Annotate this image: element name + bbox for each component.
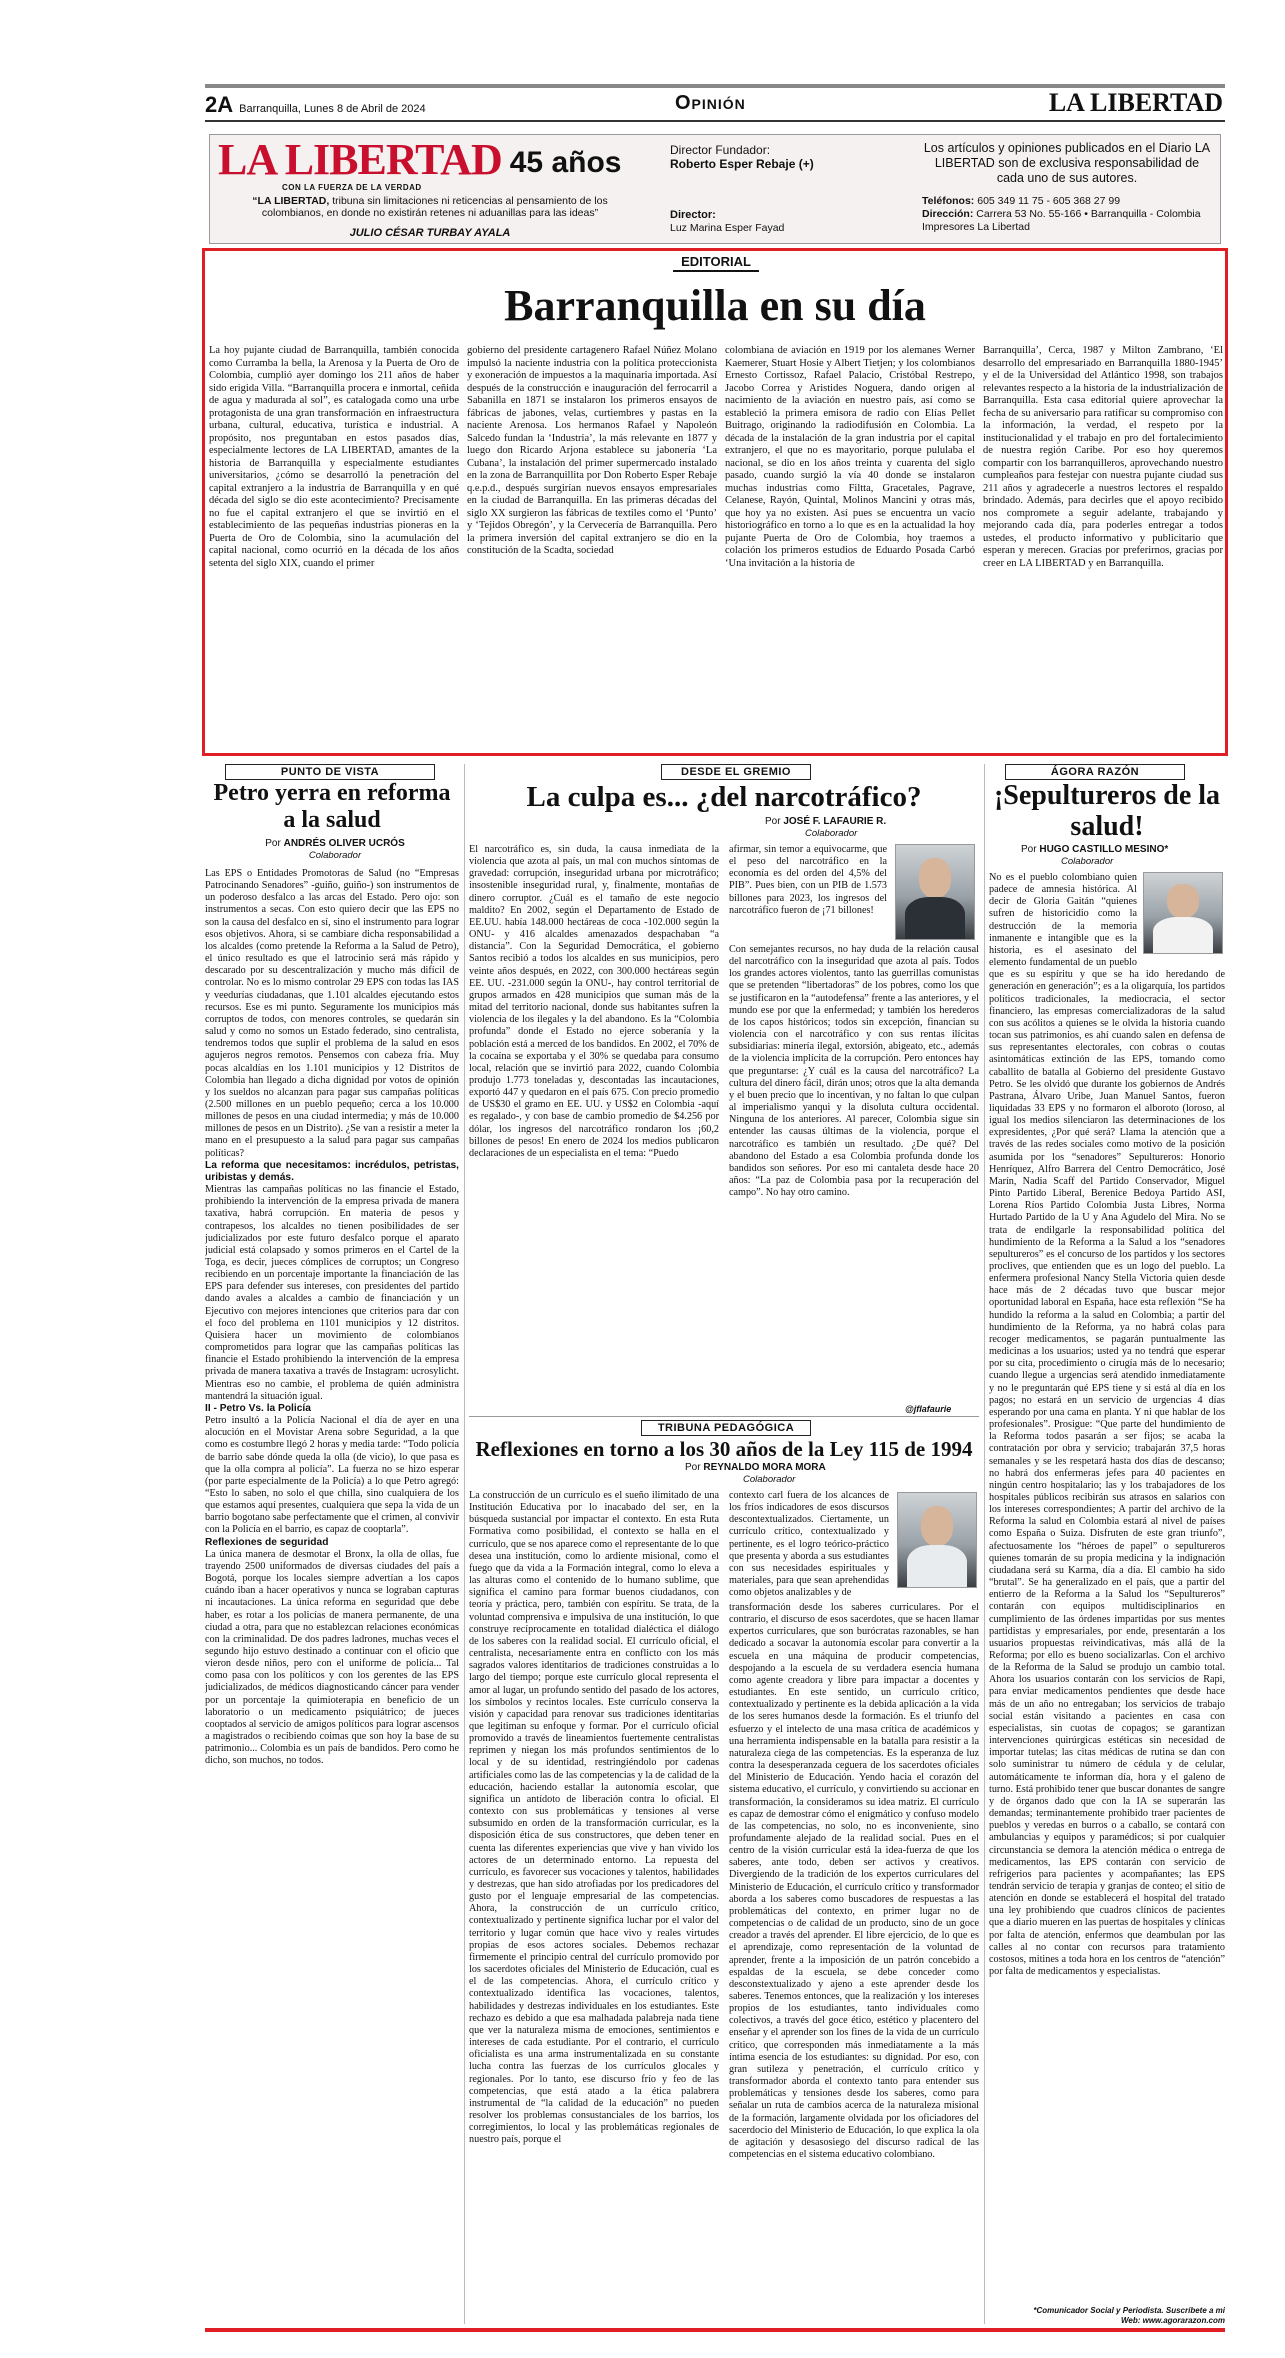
bottom-col-2-top: contexto carl fuera de los alcances de los fríos indicadores de esos discursos descontextualizados. Ciertamente, un currículo crítico, contextualizado y pertinente, es el logro teórico-práctico que presenta y aborda a sus estudiantes con sus necesidades espirituales y materiales, para que sean aprehendidas como objetos analizables y de — [729, 1490, 889, 1599]
editorial-col-2: gobierno del presidente cartagenero Rafael Núñez Molano impulsó la naciente industria con la política proteccionista y exoneración de impuestos a la maquinaria importada. Así después de la construcción e inauguración del ferrocarril a Sabanilla en 1871 se instalaron los primeros ensayos de fábricas de jabones, velas, curtiembres y pastas en la naciente Arenosa. Los hermanos Rafael y Napoleón Salcedo fundan la ‘Industria’, la más relevante en 1877 y luego don Ricardo Arjona establece su jabonería ‘La Cubana’, la instalación del primer supermercado instalado en la zona de Barranquillita por Don Roberto Esper Rebaje q.e.p.d., después surgirían nuevos ensayos empresariales en la ciudad de Barranquilla. En las primeras décadas del siglo XX surgieron las fábricas de textiles como el ‘Punto’ y ‘Tejidos Obregón’, y la Cervecería de Barranquilla. Pero la primera inversión del capital extranjero se dio en la constitución de la Scadta, sociedad — [467, 345, 717, 556]
column-rule-2 — [984, 764, 985, 2324]
masthead-tagline: CON LA FUERZA DE LA VERDAD — [282, 183, 422, 192]
masthead-logo: LA LIBERTAD — [218, 135, 502, 184]
right-kicker: ÁGORA RAZÓN — [1005, 764, 1185, 780]
lafaurie-photo — [895, 844, 975, 940]
founder-label: Director Fundador: — [670, 143, 771, 157]
right-title: ¡Sepultureros de la salud! — [993, 780, 1221, 842]
section-name: Opinión — [675, 92, 746, 114]
bottom-kicker: TRIBUNA PEDAGÓGICA — [641, 1420, 811, 1436]
center-col-2a: afirmar, sin temor a equivocarme, que el peso del narcotráfico en la economía es del orden del 4,5% del PIB”. Pues bien, con un PIB de 1.573 billones para 2023, los ingresos del narcotráfico fueron de ¡71 billones! — [729, 844, 887, 916]
founder-name: Roberto Esper Rebaje (+) — [670, 157, 814, 171]
column-rule-1 — [464, 764, 465, 2324]
bottom-rule — [205, 2328, 1225, 2332]
newspaper-page — [205, 80, 1225, 2335]
masthead — [209, 134, 1221, 244]
disclaimer: Los artículos y opiniones publicados en el Diario LA LIBERTAD son de exclusiva responsabilidad de cada uno de sus autores. — [923, 141, 1211, 185]
anniversary-years: 45 años — [509, 146, 622, 179]
phones: Teléfonos: 605 349 11 75 - 605 368 27 99 — [922, 195, 1121, 207]
editorial-col-1: La hoy pujante ciudad de Barranquilla, también conocida como Curramba la bella, la Arenosa y la Puerta de Oro de Colombia, cumplió ayer domingo los 211 años de haber sido erigida Villa. “Barranquilla procera e inmortal, ceñida de agua y madurada al sol”, es catalogada como una urbe protagonista de una gran transformación en infraestructura urbana, cultural, educativa, turística e industrial. A propósito, nos preguntaban en estos pasados días, especialmente lectores de LA LIBERTAD, amantes de la historia de Barranquilla y especialmente estudiantes universitarios, ¿cómo se desarrolló la penetración del capital extranjero a la industria de Barranquilla y en qué década del siglo se dio este acontecimiento? Precisamente no fue el capital extranjero el que se invirtió en el establecimiento de las pequeñas industrias pioneras en la Puerta de Oro de Colombia, sino la acumulación del capital nacional, como ocurrió en la década de los años setenta del siglo XIX, cuando el primer — [209, 345, 459, 569]
bottom-col-1: La construcción de un currículo es el sueño ilimitado de una Institución Educativa por lo inacabado del ser, en la búsqueda sustancial por impactar el contexto. En esta Ruta Formativa como posibilidad, el contexto se halla en el currículo, que se nos aparece como el representante de lo que desea una institución, como lo ardiente misional, como el fuego que da vida a la Formación integral, como lo eleva a las alturas como el contenido de lo humano sublime, que significa el camino para formar buenos ciudadanos, con teoría y práctica, pero, también con espíritu. Se trata, de la voluntad comprensiva e impulsiva de una institución, lo que construye recíprocamente en totalidad dialéctica el diálogo de los saberes con la realidad social. El currículo oficial, el centralista, necesariamente entra en conflicto con los más sagrados valores identitarios de tradiciones construidas a lo largo del tiempo; porque este currículo glocal representa el amor al lugar, un profundo sentido del pasado de los actores, los símbolos y recintos locales. Este currículo conserva la visión y capacidad para renovar sus tradiciones identitarias que legitiman su enfoque y formar. Por el currículo oficial promovido a través de lineamientos fuertemente centralistas reprimen y niegan los más profundos sentimientos de lo local y de su identidad, restringiéndolo por cadenas artificiales como las de las competencias y la de calidad de la educación, haciendo estallar la autonomía escolar, que significa un antídoto de liberación contra lo oficial. El contexto con sus problemáticas y tensiones al verse subsumido en orden de la transformación curricular, es la disposición ética de sus constructores, que deben tener en cuenta las diferentes experiencias que vive y han vivido los actores de un determinado entorno. La repuesta del currículo, es favorecer sus vocaciones y talentos, habilidades y destrezas, que han sido atrofiadas por los predicadores del gusto por el lenguaje empresarial de las competencias. Ahora, la construcción de un currículo crítico, contextualizado y pertinente significa luchar por el valor del territorio y lugar común que hace vivo y reales virtudes propias de esos actores sociales. Debemos rechazar firmemente el principio central del currículo promovido por los sacerdotes oficiales del Ministerio de Educación, cual es el de las competencias. Ahora, el currículo crítico y contextualizado identifica las vocaciones, talentos, habilidades y destrezas individuales en los estudiantes. Este rechazo es debido a que esa malhadada palabreja nada tiene que ver la naturaleza misma de emociones, sentimientos e intereses de cada estudiante. Por el contrario, el currículo oficialista es una arma instrumentalizada en su constante lucha contra las fuerzas de los currículos glocales y regionales. Por lo tanto, ese discurso frío y feo de las competencias, que está atado a la ética palabrera instrumental de “la calidad de la educación” no pueden resolver los problemas consustanciales de los barrios, los corregimientos, lo local y las problemáticas regionales de nuestro país, porque el — [469, 1490, 719, 2146]
quote-author: JULIO CÉSAR TURBAY AYALA — [349, 227, 511, 239]
section-rule-center — [469, 1416, 979, 1417]
printer: Impresores La Libertad — [922, 221, 1030, 233]
editorial-kicker: EDITORIAL — [673, 254, 759, 272]
bottom-byline: Por REYNALDO MORA MORA Colaborador — [685, 1462, 826, 1485]
center-col-1: El narcotráfico es, sin duda, la causa inmediata de la violencia que azota al país, un mal con muchos síntomas de gravedad: corrupción, inseguridad urbana por microtráfico; insostenible inseguridad rural, y, finalmente, montañas de dinero corruptor. ¿Cuál es el tamaño de este negocio maldito? En 2002, según el Departamento de Estado de EE.UU. había 148.000 hectáreas de coca -102.000 según la ONU- y 416 alcaldes amenazados despachaban “a distancia”. Con la Seguridad Democrática, el gobierno Santos recibió a todos los alcaldes en sus municipios, pero veinte años después, en 2022, con 300.000 hectáreas según EE. UU. -231.000 según la ONU-, hay control territorial de grupos armados en 428 municipios que suman más de la mitad del territorio nacional, donde sus habitantes sufren la violencia de los ilegales y la del abandono. Es la “Colombia profunda” donde el Estado no ejerce soberanía y la población está a merced de los bandidos. En 2002, el 70% de la cocaína se exportaba y el 30% se quedaba para consumo local, relación que se invirtió para 2022, cuando Colombia produjo 1.773 toneladas y, descontadas las incautaciones, exportó 447 y quedaron en el país 675. Con precio promedio de US$30 el gramo en EE. UU. y US$2 en Colombia -aquí es regalado-, y con base de cambio promedio de $4.256 por dólar, los ingresos del narcotráfico rondaron los ¡60,2 billones de pesos! En enero de 2024 los medios publicaron declaraciones de un especialista en el tema: “Puedo — [469, 844, 719, 1159]
page-header — [205, 80, 1225, 117]
page-number: 2A — [205, 92, 234, 117]
center-handle: @jflafaurie — [905, 1404, 952, 1414]
paper-name: LA LIBERTAD — [1048, 88, 1223, 117]
right-footnote: *Comunicador Social y Periodista. Suscríbete a mi Web: www.agorarazon.com — [1033, 2306, 1225, 2325]
editorial-col-3: colombiana de aviación en 1919 por los alemanes Werner Kaemerer, Stuart Hosie y Albert Tietjen; y los colombianos Ernesto Cortissoz, Rafael Palacio, Cristóbal Restrepo, Jacobo Correa y Aristides Noguera, dando origen al nacimiento de la aviación en nuestro país, así como se estableció la primera emisora de radio con Elías Pellet Buitrago, originando la radiodifusión en Colombia. La década de la instalación de la gran industria por el capital extranjero, el que no es mayoritario, porque pululaba el nacional, se dio en los años treinta y cuarenta del siglo pasado, cuando surgió la vía 40 donde se instalaron muchas industrias como Filtta, Gracetales, Pagrave, Celanese, Rayón, Quintal, Molinos Mancini y otras más, que hoy ya no existen. Así pues se encuentra un vacío historiográfico en torno a lo que es en la actualidad la hoy pujante Puerta de Oro de Colombia, hoy traemos a colación los primeros estudios de Eduardo Posada Carbó ‘Una invitación a la historia de — [725, 345, 975, 569]
left-title: Petro yerra en reforma a la salud — [213, 780, 451, 833]
founding-quote: “LA LIBERTAD, tribuna sin limitaciones ni reticencias al pensamiento de los colombianos, en donde no existirán retenes ni aduanillas para las ideas” — [252, 195, 608, 219]
center-title: La culpa es... ¿del narcotráfico? — [526, 781, 922, 813]
center-byline: Por JOSÉ F. LAFAURIE R. Colaborador — [765, 816, 887, 839]
editorial-title: Barranquilla en su día — [504, 281, 926, 330]
editorial-box — [202, 248, 1228, 756]
left-body: Las EPS o Entidades Promotoras de Salud (no “Empresas Patrocinando Senadores” -guiño, guiño-) son instrumentos de un poderoso desfalco a las arcas del Estado. Pero ojo: son instrumentos a secas. Con esto quiero decir que las EPS no son la causa del desfalco en sí, sino el instrumento para lograr esos objetivos. Ahora, si se cambiare dicha responsabilidad a los alcaldes (como pretende la Reforma a la Salud de Petro), el único resultado es que el latrocinio será más rápido y descarado por su descentralización y mucho más difícil de controlar. No es lo mismo controlar 29 EPS con todas las IAS y veedurías ciudadanas, que 1.101 alcaldes ejecutando estos recursos. Ese es mi punto. Seguramente los municipios más corruptos de todos, con menores controles, se quedarán sin salud y como no somos un Estado federado, sino centralista, tendremos todos que suplir el problema de la salud en esos agujeros negros remotos. Pensemos con cabeza fría. Muy pocas alcaldías en los 1.101 municipios y 12 Distritos de Colombia han llegado a dicha dignidad por votos de opinión y los sueldos no alcanzan para pagar sus campañas políticas (2.500 millones en un pueblo pequeño; cerca a los 10.000 millones de pesos en una ciudad intermedia; y más de 10.000 millones de pesos en un Distrito). ¿Se van a resistir a meter la mano en el presupuesto a la salud para pagar sus campañas políticas? La reforma que necesitamos: incrédulos, petristas, uribistas y demás. Mientras las campañas políticas no las financie el Estado, prohibiendo la intervención de la empresa privada de manera taxativa, habrá corrupción. En materia de pesos y contrapesos, los alcaldes no tienen posibilidades de ser judicializados por este futuro desfalco porque el aparato judicial está colapsado y somos primeros en el Cartel de la Toga, es decir, jueces cómplices de corruptos; un Congreso recibiendo en un porcentaje importante la financiación de las EPS para defender sus intereses, con presidentes del partido dando avales a alcaldes a cambio de financiación y un Ejecutivo con mejores intenciones que criterios para dar con el foco del problema en 1101 municipios y 12 distritos. Quisiera hacer un movimiento de colombianos comprometidos para lograr que las campañas políticas las financie el Estado prohibiendo la intervención de la empresa privada de manera taxativa a través de Instagram: ucrosylicht. Mientras eso no cambie, el problema de quién administra mantendrá la situación igual. II - Petro Vs. la Policía Petro insultó a la Policía Nacional el día de ayer en una alocución en el Movistar Arena sobre Seguridad, a la que como es costumbre llegó 2 horas y media tarde: “Todo policía de barrio sabe dónde queda la olla (de vicio), lo que pasa es que la olla compra al policía”. La fuerza no se hizo esperar (por parte especialmente de la Policía) a lo que Petro agregó: “Esto lo saben, no solo el que chilla, sino cualquiera de los que estamos aquí presentes, cualquiera que sepa la vida de un barrio bogotano sabe perfectamente que el crimen, al convivir con la Policía en el barrio, es capaz de cooptarla”. Reflexiones de seguridad La única manera de desmotar el Bronx, la olla de ollas, fue trayendo 2500 uniformados de diversas ciudades del país a Bogotá, porque los locales siempre advertían a los capos cuándo iban a hacer operativos y nunca se lograban capturas ni incautaciones. La única reforma en seguridad que debe haber, es rotar a los policías de manera permanente, de una ciudad a otra, para que no establezcan relaciones económicas con la criminalidad. De dos padres ladrones, muchas veces el segundo hijo estuvo destinado a continuar con el oficio que vieron desde niños, pero con el uniforme de policía... Tal como pasa con los políticos y con los gerentes de las EPS judicializados, de médicos diagnosticando cáncer para vender por un porcentaje la quimioterapia en beneficio de un laboratorio o un medicamento psiquiátrico; de jueces cooptados al servicio de amigos políticos para lograr ascensos a magistrados o recibiendo coimas que son hoy la base de su patrimonio... Colombia es un país de bandidos. Pero como he dicho, son muchos, no todos. — [205, 868, 459, 1767]
director-name: Luz Marina Esper Fayad — [670, 222, 785, 234]
right-byline: Por HUGO CASTILLO MESINO* Colaborador — [1021, 844, 1169, 867]
center-kicker: DESDE EL GREMIO — [661, 764, 811, 780]
address: Dirección: Carrera 53 No. 55-166 • Barranquilla - Colombia — [922, 208, 1201, 220]
director-label: Director: — [670, 209, 716, 221]
bottom-col-2: transformación desde los saberes curriculares. Por el contrario, el discurso de esos sacerdotes, que se hacen llamar expertos curriculares, que son burócratas razonables, se han dedicado a socavar la autonomía escolar para convertir a la escuela en una máquina de producir competencias, despojando a la escuela de su verdadera esencia humana como agente creadora y libre para impactar a docentes y estudiantes. En este sentido, un currículo crítico, contextualizado y pertinente es la debida aplicación a la vida de los seres humanos desde la formación. Es el triunfo del esfuerzo y el intelecto de una masa crítica de académicos y una herramienta indispensable en la batalla para resistir a la naturaleza ciega de las competencias. Es la esperanza de luz contra la desesperanzada ceguera de los sacerdotes oficiales del Ministerio de Educación. Yendo hacia el corazón del sistema educativo, el currículo, y convirtiendo su accionar en transformación, la consideramos su idea matriz. El currículo es capaz de demostrar cómo el enigmático y confuso modelo de las competencias, no solo, no es inconveniente, sino profundamente alejado de la realidad social. Pues en el centro de la visión curricular está la idea-fuerza de que los saberes, ante todo, deben ser activos y creativos. Divergiendo de la tradición de los expertos curriculares del Ministerio de Educación, el currículo crítico y transformador aborda a los saberes como buscadores de respuestas a las problemáticas del contexto, en primer lugar no de competencias o de calidad de un producto, sino de un goce creador a través del aprender. El libre ejercicio, de lo que es el aprendizaje, como representación de la voluntad de aprender, frente a la imposición de un patrón concebido a espaldas de la escuela, se debe conceder como desconstextualizado y ajeno a este aprender desde los saberes. Tenemos entonces, que la realización y los intereses propios de los estudiantes, tanto individuales como colectivos, a través del goce ético, estético y placentero del enseñar y el aprender son los fines de la vida de un currículo crítico, que corresponden más inmediatamente a la más íntima esencia de los estudiantes: su dignidad. Por eso, con gran sutileza y penetración, el currículo crítico y transformador aborda el contexto tanto para entender sus problemáticas y tensiones desde los saberes, como para señalar un ruta de cambios acerca de la naturaleza misional de la formación, largamente olvidada por los oficiadores del sacerdocio del Ministerio de Educación, lo que explica la ola de agitación y desasosiego del discurso radical de las competencias en el sistema educativo colombiano. — [729, 1602, 979, 2161]
place-date: Barranquilla, Lunes 8 de Abril de 2024 — [239, 103, 426, 115]
center-col-2b: Con semejantes recursos, no hay duda de la relación causal del narcotráfico con la inseguridad que azota al país. Todos los grandes actores violentos, tanto las guerrillas comunistas que se pretenden “libertadoras” de los pobres, como los que se justificaron en la “autodefensa” frente a las anteriores, y el mundo ese por que la enfermedad; y también los herederos de los capos históricos; todos sin excepción, financian su violencia con el narcotráfico y con sus rentas ilícitas subsidiarias: minería ilegal, extorsión, abigeato, etc., además de la violencia implícita de la corrupción. Pero entonces hay que preguntarse: ¿Y cuál es la causa del narcotráfico? La cultura del dinero fácil, dirán unos; otros que la alta demanda y el buen precio que lo incentivan, y no faltan lo que culpan al imperialismo yanqui y la disoluta cultura occidental. Ninguna de los anteriores. Al parecer, Colombia sigue sin entender las causas últimas de la violencia, porque el narcotráfico es también un resultado. ¿De qué? Del abandono del Estado a esa Colombia profunda donde los bandidos son señores. Por eso mi cantaleta desde hace 20 años: “La paz de Colombia pasa por la recuperación del campo”. No hay otro camino. — [729, 944, 979, 1199]
left-byline: Por ANDRÉS OLIVER UCRÓS Colaborador — [265, 838, 405, 861]
right-body: No es el pueblo colombiano quien padece de amnesia histórica. Al decir de Gloria Gaitán “quienes sufren de historicidio como la destrucción de la memoria inmanente e intangible que es la historia, es el asesinato del elemento fundamental de un pueblo que es su espíritu y que se ha ido heredando de generación en generación”; es a la oligarquía, los partidos políticos tradicionales, la mediocracia, el sector financiero, las empresas comercializadoras de la salud con sus acólitos a quienes se le olvida la historia cuando tocan sus patrimonios, es ahí cuando salen en defensa de sus representantes electorales, con cobras o coutas asintomáticas extinción de las EPS, tomando como caballito de batalla al Gobierno del presidente Gustavo Petro. Se les olvidó que durante los gobiernos de Andrés Pastrana, Álvaro Uribe, Juan Manuel Santos, fueron liquidadas 33 EPS y no formaron el alboroto (loroso, al igual los medios silenciaron las determinaciones de los expresidentes, ¿Por qué será? Llama la atención que a través de las redes sociales como motivo de la posición asumida por los “senadores” Sepultureros: Honorio Henríquez, Alfro Barrera del Centro Democrático, José Marín, Nadia Scaff del Partido Conservador, Miguel Pinto Partido Liberal, Berenice Bedoya Partido ASI, Lorena Ríos Partido Colombia Justa Libres, Norma Hurtado Partido de la U y Ana Agudelo del Mira. No se trata de endilgarle la responsabilidad política del hundimiento de la Reforma a la Salud a los “senadores sepultureros” es el concurso de los partidos y los sectores proclives, que entienden que es un logo del pueblo. La enfermera profesional Nancy Stella Victoria quien desde hace más de 2 décadas tuvo que buscar mejor oportunidad laboral en España, hace esta reflexión “Se ha hundido la reforma a la salud en Colombia; a partir del hundimiento de la Reforma, ya no habrá colas para recoger medicamentos, se pagarán puntualmente las medicinas a los usuarios; usted ya no tendrá que esperar por su cita, procedimiento o cirugía más de lo necesario; cuando llegue a urgencias será atendido inmediatamente y no le preguntarán qué EPS tiene y si está al día en los pagos; no estará en un servicio de urgencias 4 días esperando por una cama en planta. Y ni que hablar de los profesionales”. Prosigue: “Que parte del hundimiento de la Reforma todos pasarán a ser fijos; se acaba la contratación por obra y servicio; trabajarán 37,5 horas semanales y se les respetará hasta dos días de descanso; no habrá dos enfermeras jefes para 40 pacientes en ningún centro hospitalario; las y los trabajadores de los hospitales públicos recibirán sus atrasos en salarios con los intereses correspondientes; A partir del archivo de la Reforma la salud en Colombia estará al nivel de países como España o Suiza. Disfruten de este gran triunfo”, afectuosamente los “héroes de papel” o sepultureros quienes tomarán de su propia medicina y la indignación ciudadana será su Karma, día a día. El cambio ha sido “brutal”. Se ha generalizado en el país, que a partir del entierro de la Reforma a la Salud los “Sepultureros” contarán con equipos multidisciplinarios en cumplimiento de las órdenes impartidas por sus mentes partidistas y empresariales, por ende, presentarán a los usuarios propuestas reivindicativas, más allá de la Reforma; por ello es bueno socializarlas. Con el archivo de la Reforma de la Salud se produjo un cambio total. Ahora los usuarios contarán con los servicios de Rapi, para enviar medicamentos pendientes que desde hace más de un año no entregaban; los servicios de trabajo social están visitando a pacientes en casa con especialistas, sin cuotas de copagos; se garantizan intervenciones quirúrgicas estéticas sin necesidad de importar tutelas; las citas médicas de rutina se dan con solo suministrar tu número de cédula y de celular, automáticamente te informan día, hora y el galeno de turno. Está prohibido tener que buscar donantes de sangre y de órganos dado que con la IA se superarán las demandas; terminantemente prohibido traer pacientes de pueblos y veredas en burros o a caballo, se contará con ambulancias y equipos y paramédicos; si por cualquier circunstancia se demora la atención médica o entrega de medicamentos, las EPS contarán con servicio de refrigerios para pacientes y acompañantes; las EPS tendrán servicio de terapia y granjas de conteo; el sitio de atención en donde se establecerá el hospital del tratado una ley prohibiendo que cuadros clínicos de pacientes que a diario mueren en las puertas de hospitales y clínicas por falta de atención, enfermos que deambulan por las calles al no contar con recursos para tratamiento costosos, mitines a toda hora en los centros de “atención” por falta de medicamentos y especialistas. — [989, 872, 1225, 1978]
editorial-col-4: Barranquilla’, Cerca, 1987 y Milton Zambrano, ‘El desarrollo del empresariado en Barranquilla 1880-1945’ y el de la Universidad del Atlántico 1998, son trabajos relevantes respecto a la historia de la industrialización de Barranquilla. Esta casa editorial quiere aprovechar la fecha de su aniversario para ratificar su compromiso con la información, la verdad, el respeto por la institucionalidad y el trabajo en pro del fortalecimiento de nuestra región Caribe. Por eso hoy queremos compartir con los barranquilleros, aprovechando nuestro cumpleaños para festejar con nuestra pujante ciudad sus 211 años y agradecerle a nuestros lectores el respaldo brindado. Además, para decirles que el apoyo recibido nos compromete a seguir adelante, trabajando y mejorando cada día, para poderles entregar a todos ustedes, el producto informativo y publicitario que esperan y merecen. Gracias por preferirnos, gracias por creer en LA LIBERTAD y en Barranquilla. — [983, 345, 1223, 569]
mora-photo — [897, 1492, 977, 1588]
left-kicker: PUNTO DE VISTA — [225, 764, 435, 780]
bottom-title: Reflexiones en torno a los 30 años de la Ley 115 de 1994 — [475, 1437, 973, 1461]
